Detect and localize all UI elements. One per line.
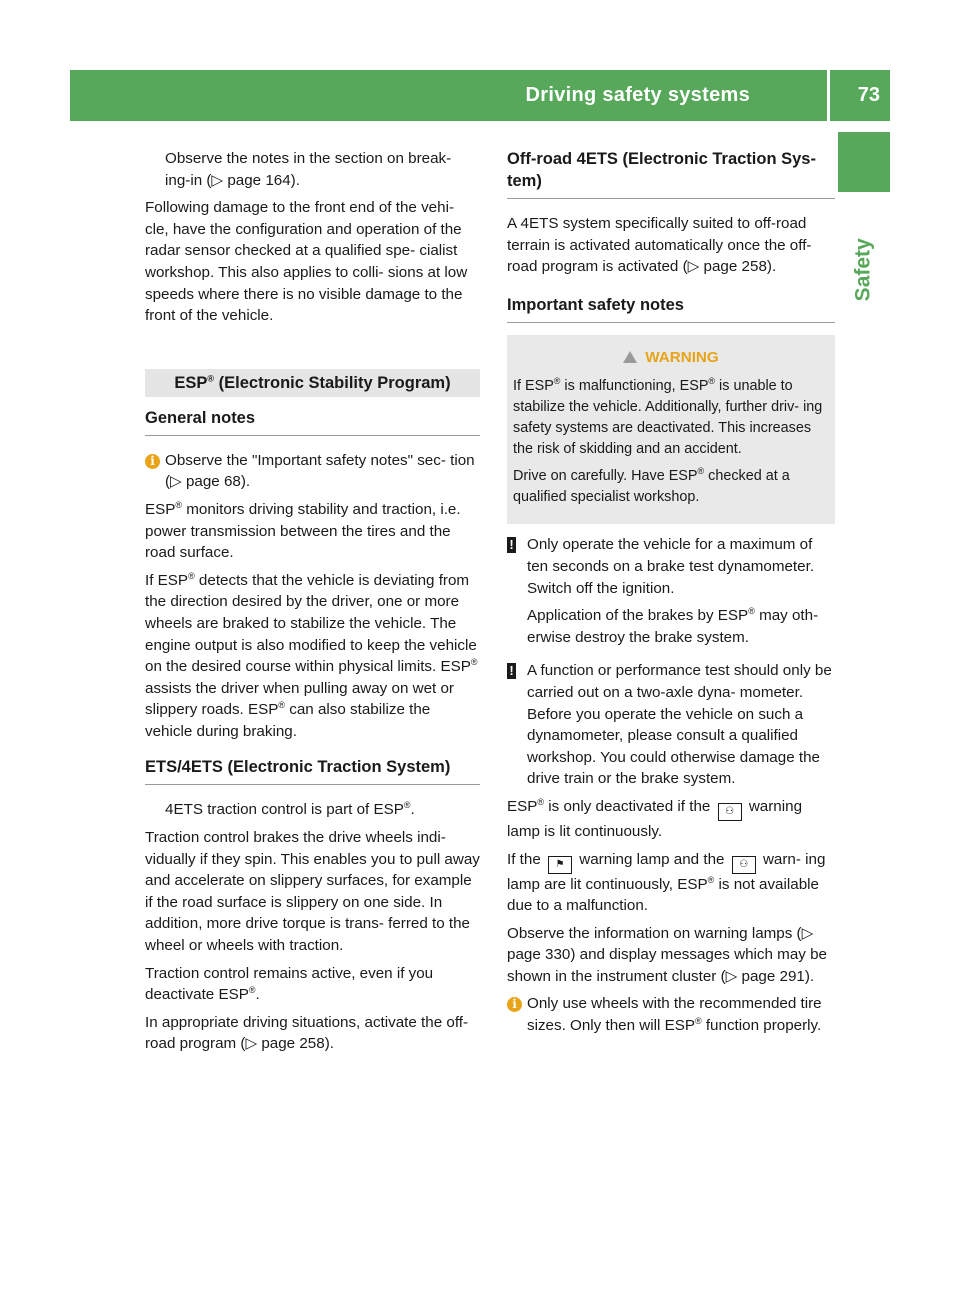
breakin-note-line2: ing-in (▷ page 164). [165,171,300,189]
section-title: Driving safety systems [525,84,750,106]
dynamometer-note-text: Only operate the vehicle for a maximum of ten seconds on a brake test dynamometer. Switch off the ignition. [527,536,815,597]
breakin-note [145,148,480,191]
p5-sup: ® [403,800,411,811]
esp-section-band [145,369,480,397]
p4-d: can also stabilize the vehicle during braking. [145,701,431,740]
two-axle-note [507,660,835,790]
warning-lamps-paragraph: Observe the information on warning lamps (▷ page 330) and display messages which may be shown in the instrument cluster (▷ page 291). [507,924,827,985]
p4-sup3: ® [278,700,286,711]
n3-sup: ® [694,1016,702,1026]
warning-header [513,347,829,369]
esp-deactivated-paragraph [507,796,835,843]
p3-sup: ® [175,499,183,510]
esp-lamp-icon: ⚑ [548,856,572,874]
esp-monitors-paragraph [145,499,480,564]
p7-sup: ® [248,985,256,996]
w1-sup2: ® [708,376,716,387]
p2-c: warning lamp is lit continuously. [507,797,803,840]
info-icon: i [507,997,522,1012]
right-column [507,148,835,1043]
p2-b: is only deactivated if the [544,797,711,815]
p7-a: Traction control remains active, even if you deactivate ESP [145,964,434,1004]
w1-a: If ESP [513,378,554,395]
p3r-d: is not available due to a malfunction. [507,875,819,915]
p3r-a: If the [507,850,541,868]
w1-sup1: ® [553,376,561,387]
esp-off-lamp-icon: ⚇ [718,803,742,821]
w2-sup: ® [697,466,705,477]
important-safety-heading: Important safety notes [507,294,835,323]
n3-b: function properly. [701,1017,822,1035]
p3-a: ESP [145,500,176,518]
w1-c: is unable to stabilize the vehicle. Additionally, further driv- ing safety systems are deactivated. This increases the risk of skidding and an accident. [513,378,823,458]
left-column [145,148,480,1061]
p4-c: assists the driver when pulling away on wet or slippery roads. ESP [145,679,454,719]
band-text-a: ESP [174,373,208,392]
header-bar [70,70,890,121]
esp-detects-paragraph [145,570,480,743]
breakin-note-line1: Observe the notes in the section on break- [165,150,452,167]
p2-a: ESP [507,797,538,815]
exclamation-icon: ! [507,537,516,553]
page-number: 73 [857,84,880,106]
traction-control-paragraph: Traction control brakes the drive wheels indi- vidually if they spin. This enables you to pull away and accelerate on slippery surfaces, for example if the road surface is slippery on one side. In addition, more drive torque is trans- ferred to the wheel or wheels with traction. [145,829,480,955]
ets-part-paragraph [145,799,480,821]
band-sup: ® [207,373,215,384]
info-icon: i [145,454,160,469]
esp-malfunction-paragraph [507,849,835,917]
two-axle-note-text: A function or performance test should only be carried out on a two-axle dyna- mometer. Before you operate the vehicle on such a dynamometer, please consult a qualified workshop. You could otherwise damage the drive train or the brake system. [527,662,832,788]
info-note [145,450,480,493]
p4-sup2: ® [470,657,478,668]
p3r-b: warning lamp and the [579,850,725,868]
n1b-a: Application of the brakes by ESP [527,607,749,625]
header-divider [827,70,830,121]
wheels-note [507,993,835,1036]
band-text-b: (Electronic Stability Program) [214,373,451,392]
chapter-label [838,200,890,340]
warning-label: WARNING [645,348,719,366]
wheels-note-text [527,993,835,1036]
warning-text-2 [513,466,829,508]
p3r-sup: ® [707,874,715,885]
offroad-activate-paragraph: In appropriate driving situations, activate the off-road program (▷ page 258). [145,1013,469,1053]
p5-b: . [410,801,415,819]
exclamation-icon: ! [507,663,516,679]
esp-off-lamp-icon: ⚇ [732,856,756,874]
ets-heading: ETS/4ETS (Electronic Traction System) [145,756,480,785]
n3-a: Only use wheels with the recommended tire sizes. Only then will ESP [527,995,822,1035]
dynamometer-note [507,534,835,654]
chapter-tab [838,132,890,192]
radar-paragraph: Following damage to the front end of the vehi- cle, have the configuration and operation of the radar sensor checked at a qualified spe- cialist workshop. This also applies to colli- sions at low speeds where there is no visible damage to the front of the vehicle. [145,199,468,325]
n1b-b: may oth- erwise destroy the brake system. [527,607,819,646]
p5-a: 4ETS traction control is part of ESP [165,801,404,819]
p4-a: If ESP [145,571,189,589]
p2-sup: ® [537,796,545,807]
chapter-label-text: Safety [852,238,876,302]
p4-sup1: ® [188,570,195,581]
w1-b: is malfunctioning, ESP [560,378,709,395]
traction-active-paragraph [145,963,480,1006]
offroad-heading: Off-road 4ETS (Electronic Traction Sys- tem) [507,148,835,199]
spacer [145,333,480,369]
offroad-paragraph: A 4ETS system specifically suited to off-road terrain is activated automatically once the off- road program is activated (▷ page 258). [507,215,812,276]
info-note-text: Observe the "Important safety notes" sec- tion (▷ page 68). [165,451,475,491]
warning-text-1 [513,376,829,460]
p7-b: . [255,986,260,1004]
general-notes-heading: General notes [145,407,480,436]
p3r-c: warn- ing lamp are lit continuously, ESP [507,850,826,893]
n1b-sup: ® [748,606,755,617]
dynamometer-note-text-2 [527,605,835,648]
warning-triangle-icon [623,351,637,363]
w2-b: checked at a qualified specialist workshop. [513,468,790,506]
p3-b: monitors driving stability and traction, i.e. power transmission between the tires and the road surface. [145,500,461,562]
w2-a: Drive on carefully. Have ESP [513,468,698,485]
p4-b: detects that the vehicle is deviating from the direction desired by the driver, one or more wheels are braked to stabilize the vehicle. The engine output is also modified to keep the vehicle on the desired course within physical limits. ESP [145,571,477,676]
warning-box [507,335,835,525]
